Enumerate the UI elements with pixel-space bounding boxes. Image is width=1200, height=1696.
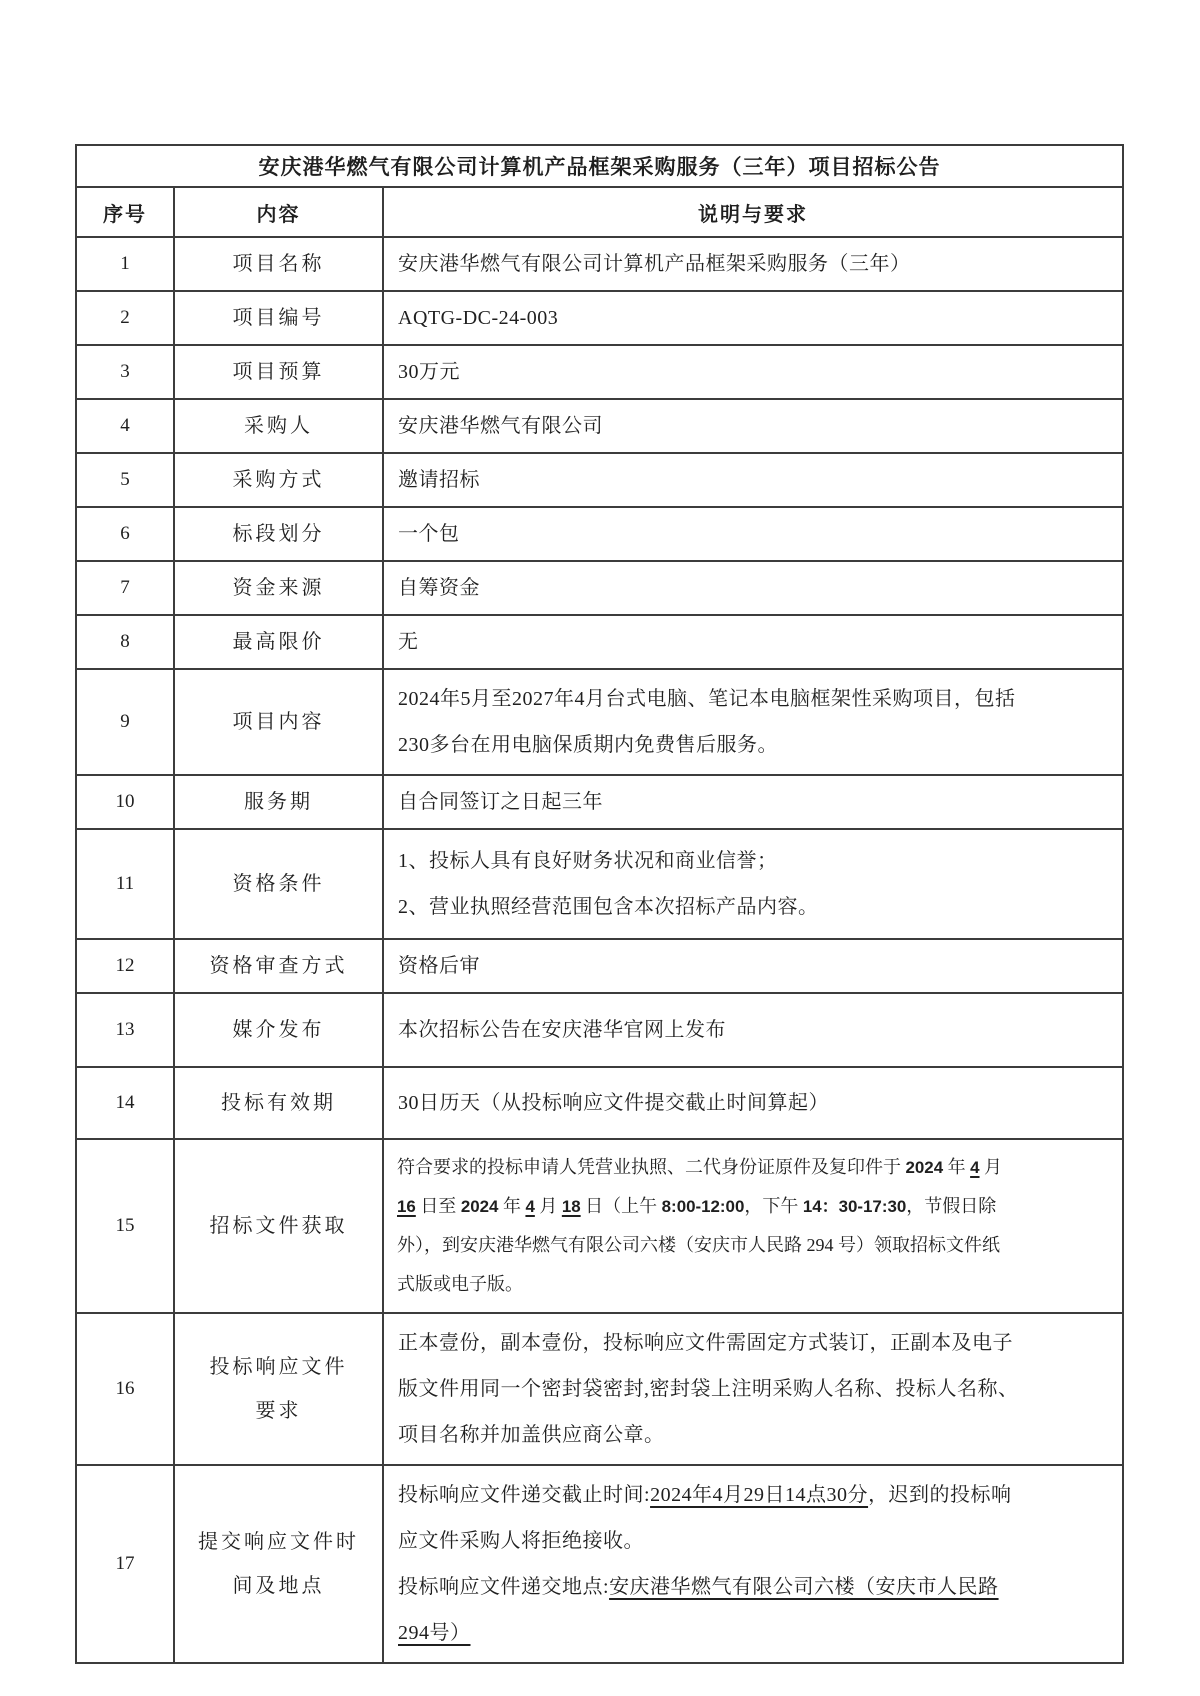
underlined-text: 4: [525, 1197, 535, 1217]
row-description: [383, 829, 1123, 939]
table-row: [76, 291, 1123, 345]
text-segment: 年: [498, 1196, 526, 1217]
text-segment: 日（上午: [580, 1196, 662, 1217]
description-line: [398, 951, 1109, 981]
table-row: [76, 1313, 1123, 1465]
row-item-label: [174, 1313, 383, 1465]
text-segment: 外），到安庆港华燃气有限公司六楼（安庆市人民路 294 号）领取招标文件纸: [397, 1235, 1000, 1256]
row-description: [383, 1313, 1123, 1465]
table-row: [76, 1465, 1123, 1663]
text-segment: 投标响应文件递交截止时间:: [398, 1484, 651, 1507]
text-segment: 投标响应文件递交地点:: [398, 1576, 610, 1599]
text-segment: 日至: [415, 1196, 461, 1217]
row-number: 16: [76, 1313, 174, 1465]
text-segment: 30日历天（从投标响应文件提交截止时间算起）: [398, 1092, 829, 1114]
description-line: [398, 1564, 1109, 1610]
text-segment: 14：30-17:30: [802, 1197, 907, 1217]
description-line: [398, 838, 1109, 884]
table-row: [76, 993, 1123, 1067]
description-line: [398, 249, 1109, 279]
row-description: [383, 507, 1123, 561]
text-segment: 年: [943, 1157, 971, 1177]
table-row: [76, 775, 1123, 829]
row-number: 10: [76, 775, 174, 829]
text-segment: 式版或电子版。: [397, 1274, 523, 1295]
item-label-line: 项目编号: [232, 307, 325, 329]
text-segment: ，下午: [744, 1196, 803, 1217]
item-label-line: 项目预算: [232, 361, 325, 383]
text-segment: 无: [398, 631, 419, 653]
row-number: 17: [76, 1465, 174, 1663]
description-line: [398, 1518, 1109, 1564]
row-description: [383, 669, 1123, 775]
item-label-line: 资格条件: [232, 873, 325, 895]
description-line: [398, 1015, 1109, 1045]
row-number: 5: [76, 453, 174, 507]
item-label-line: 要求: [255, 1400, 302, 1423]
table-row: [76, 615, 1123, 669]
row-number: 7: [76, 561, 174, 615]
row-item-label: [174, 237, 383, 291]
row-number: 2: [76, 291, 174, 345]
text-segment: ，迟到的投标响: [868, 1484, 1012, 1507]
column-header-seq: 序号: [76, 187, 174, 237]
row-number: 9: [76, 669, 174, 775]
underlined-text: 18: [561, 1197, 581, 1217]
text-segment: 项目名称并加盖供应商公章。: [398, 1424, 665, 1447]
row-description: [383, 1139, 1123, 1313]
item-label-line: 提交响应文件时: [198, 1531, 359, 1554]
row-number: 15: [76, 1139, 174, 1313]
item-label-line: 投标响应文件: [209, 1356, 348, 1379]
description-line: [398, 1088, 1109, 1118]
row-number: 4: [76, 399, 174, 453]
row-item-label: [174, 453, 383, 507]
row-item-label: [174, 561, 383, 615]
description-line: [397, 1265, 1112, 1304]
description-line: [398, 884, 1109, 930]
text-segment: 资格后审: [398, 955, 480, 977]
description-line: [397, 1187, 1112, 1226]
row-number: 11: [76, 829, 174, 939]
text-segment: 安庆港华燃气有限公司: [398, 415, 603, 437]
item-label-line: 采购人: [244, 415, 313, 437]
description-line: [398, 722, 1109, 768]
table-row: [76, 399, 1123, 453]
description-line: [397, 1148, 1112, 1187]
description-line: [398, 627, 1109, 657]
row-item-label: [174, 615, 383, 669]
row-number: 6: [76, 507, 174, 561]
text-segment: 应文件采购人将拒绝接收。: [398, 1530, 644, 1553]
text-segment: 2、营业执照经营范围包含本次招标产品内容。: [398, 896, 819, 918]
row-description: [383, 775, 1123, 829]
description-line: [398, 357, 1109, 387]
row-item-label: [174, 775, 383, 829]
table-row: [76, 939, 1123, 993]
text-segment: 本次招标公告在安庆港华官网上发布: [398, 1019, 726, 1041]
description-line: [397, 1226, 1112, 1265]
row-item-label: [174, 507, 383, 561]
row-number: 12: [76, 939, 174, 993]
row-description: [383, 939, 1123, 993]
row-item-label: [174, 939, 383, 993]
row-item-label: [174, 399, 383, 453]
text-segment: 自合同签订之日起三年: [398, 791, 603, 813]
item-label-line: 采购方式: [232, 469, 325, 491]
underlined-text: 294号）: [398, 1622, 471, 1645]
table-row: [76, 453, 1123, 507]
row-item-label: [174, 669, 383, 775]
tender-notice-table: [75, 144, 1124, 1664]
text-segment: 符合要求的投标申请人凭营业执照、二代身份证原件及复印件于: [397, 1157, 906, 1177]
text-segment: 30万元: [398, 361, 460, 383]
text-segment: ，节假日除: [906, 1196, 997, 1217]
item-label-line: 招标文件获取: [209, 1215, 348, 1238]
item-label-line: 资格审查方式: [209, 955, 348, 977]
table-body: [76, 237, 1123, 1663]
table-row: [76, 669, 1123, 775]
item-label-line: 间及地点: [232, 1575, 325, 1598]
item-label-line: 标段划分: [232, 523, 325, 545]
table-row: [76, 1139, 1123, 1313]
item-label-line: 项目内容: [232, 711, 325, 733]
column-header-requirements: 说明与要求: [383, 187, 1123, 237]
description-line: [398, 303, 1109, 333]
text-segment: 月: [534, 1196, 562, 1217]
text-segment: 一个包: [398, 523, 460, 545]
text-segment: 安庆港华燃气有限公司计算机产品框架采购服务（三年）: [398, 253, 911, 275]
row-item-label: [174, 1139, 383, 1313]
item-label-line: 资金来源: [232, 577, 325, 599]
row-item-label: [174, 291, 383, 345]
item-label-line: 项目名称: [232, 253, 325, 275]
table-title-row: [76, 145, 1123, 187]
column-header-content: 内容: [174, 187, 383, 237]
row-item-label: [174, 829, 383, 939]
description-line: [398, 465, 1109, 495]
description-line: [398, 1472, 1109, 1518]
item-label-line: 投标有效期: [221, 1092, 336, 1114]
row-description: [383, 561, 1123, 615]
description-line: [398, 573, 1109, 603]
text-segment: 2024: [460, 1197, 499, 1217]
table-row: [76, 561, 1123, 615]
row-description: [383, 237, 1123, 291]
table-row: [76, 345, 1123, 399]
row-description: [383, 345, 1123, 399]
underlined-text: 16: [397, 1197, 416, 1217]
row-description: [383, 453, 1123, 507]
description-line: [398, 787, 1109, 817]
description-line: [398, 676, 1109, 722]
description-line: [398, 1610, 1109, 1656]
row-number: 14: [76, 1067, 174, 1139]
text-segment: 邀请招标: [398, 469, 480, 491]
row-description: [383, 399, 1123, 453]
description-line: [398, 1412, 1109, 1458]
table-header-row: [76, 187, 1123, 237]
item-label-line: 最高限价: [232, 631, 325, 653]
underlined-text: 安庆港华燃气有限公司六楼（安庆市人民路: [609, 1576, 999, 1599]
row-number: 3: [76, 345, 174, 399]
row-description: [383, 615, 1123, 669]
text-segment: 8:00-12:00: [661, 1197, 745, 1217]
row-description: [383, 291, 1123, 345]
table-row: [76, 507, 1123, 561]
text-segment: 月: [979, 1157, 1003, 1177]
description-line: [398, 1320, 1109, 1366]
text-segment: 230多台在用电脑保质期内免费售后服务。: [398, 734, 778, 756]
row-item-label: [174, 1465, 383, 1663]
description-line: [398, 1366, 1109, 1412]
row-description: [383, 1067, 1123, 1139]
row-number: 1: [76, 237, 174, 291]
text-segment: 2024年5月至2027年4月台式电脑、笔记本电脑框架性采购项目，包括: [398, 688, 1016, 710]
table-row: [76, 1067, 1123, 1139]
text-segment: AQTG-DC-24-003: [398, 307, 559, 329]
text-segment: 正本壹份，副本壹份，投标响应文件需固定方式装订，正副本及电子: [398, 1332, 1013, 1355]
item-label-line: 媒介发布: [232, 1019, 325, 1041]
row-item-label: [174, 993, 383, 1067]
text-segment: 版文件用同一个密封袋密封,密封袋上注明采购人名称、投标人名称、: [398, 1378, 1019, 1401]
row-item-label: [174, 1067, 383, 1139]
table-row: [76, 829, 1123, 939]
row-item-label: [174, 345, 383, 399]
text-segment: 1、投标人具有良好财务状况和商业信誉；: [398, 850, 778, 872]
table-row: [76, 237, 1123, 291]
row-number: 13: [76, 993, 174, 1067]
underlined-text: 4: [970, 1158, 980, 1177]
underlined-text: 2024年4月29日14点30分: [650, 1484, 869, 1507]
document-title: 安庆港华燃气有限公司计算机产品框架采购服务（三年）项目招标公告: [76, 145, 1123, 187]
text-segment: 2024: [905, 1158, 944, 1177]
item-label-line: 服务期: [244, 791, 313, 813]
description-line: [398, 519, 1109, 549]
description-line: [398, 411, 1109, 441]
row-description: [383, 1465, 1123, 1663]
text-segment: 自筹资金: [398, 577, 480, 599]
row-description: [383, 993, 1123, 1067]
row-number: 8: [76, 615, 174, 669]
